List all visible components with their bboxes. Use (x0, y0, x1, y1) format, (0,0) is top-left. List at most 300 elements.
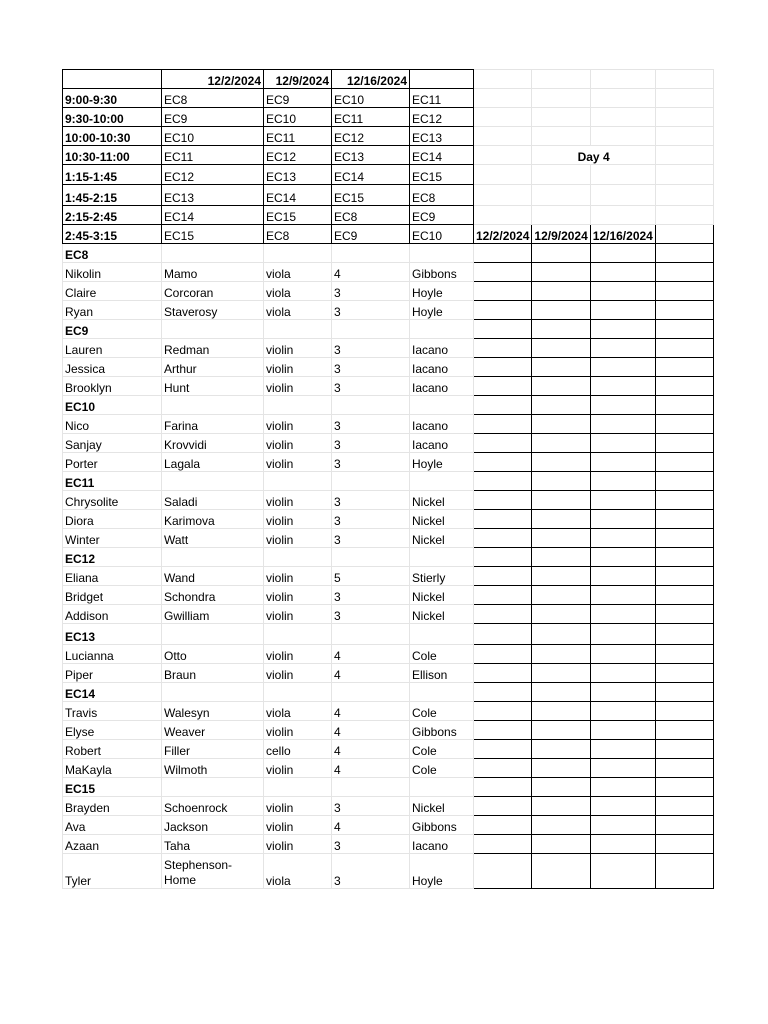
empty-cell[interactable] (474, 759, 532, 778)
student-last-name[interactable]: Weaver (162, 721, 264, 740)
empty-cell[interactable] (655, 453, 713, 472)
student-grade[interactable]: 3 (332, 797, 410, 816)
schedule-cell[interactable]: EC14 (264, 185, 332, 206)
student-grade[interactable]: 4 (332, 740, 410, 759)
empty-cell[interactable] (590, 127, 655, 146)
empty-cell[interactable] (474, 339, 532, 358)
group-name[interactable]: EC8 (63, 244, 162, 263)
empty-cell[interactable] (474, 548, 532, 567)
student-grade[interactable]: 4 (332, 702, 410, 721)
empty-cell[interactable] (532, 415, 590, 434)
student-teacher[interactable]: Ellison (410, 664, 474, 683)
student-instrument[interactable]: violin (264, 645, 332, 664)
empty-cell[interactable] (474, 206, 532, 225)
student-first-name[interactable]: Piper (63, 664, 162, 683)
empty-cell[interactable] (474, 472, 532, 491)
schedule-cell[interactable]: EC9 (264, 89, 332, 108)
student-instrument[interactable]: violin (264, 453, 332, 472)
student-first-name[interactable]: Lauren (63, 339, 162, 358)
student-first-name[interactable]: Bridget (63, 586, 162, 605)
schedule-cell[interactable]: EC10 (332, 89, 410, 108)
empty-cell[interactable] (655, 702, 713, 721)
student-teacher[interactable]: Gibbons (410, 816, 474, 835)
empty-cell[interactable] (590, 645, 655, 664)
empty-cell[interactable] (474, 778, 532, 797)
schedule-cell[interactable]: EC8 (410, 185, 474, 206)
student-teacher[interactable]: Iacano (410, 434, 474, 453)
empty-cell[interactable] (474, 396, 532, 415)
empty-cell[interactable] (532, 624, 590, 645)
student-last-name[interactable]: Schondra (162, 586, 264, 605)
student-instrument[interactable]: violin (264, 377, 332, 396)
empty-cell[interactable] (532, 282, 590, 301)
empty-cell[interactable] (474, 854, 532, 889)
time-slot[interactable]: 1:15-1:45 (63, 165, 162, 185)
empty-cell[interactable] (590, 108, 655, 127)
student-last-name[interactable]: Mamo (162, 263, 264, 282)
student-last-name[interactable]: Lagala (162, 453, 264, 472)
schedule-date-header[interactable] (410, 70, 474, 89)
empty-cell[interactable] (410, 778, 474, 797)
schedule-cell[interactable]: EC10 (410, 225, 474, 244)
attendance-date-header[interactable]: 12/9/2024 (532, 225, 590, 244)
empty-cell[interactable] (532, 605, 590, 624)
student-first-name[interactable]: Tyler (63, 854, 162, 889)
empty-cell[interactable] (590, 778, 655, 797)
empty-cell[interactable] (532, 244, 590, 263)
student-teacher[interactable]: Iacano (410, 358, 474, 377)
student-grade[interactable]: 3 (332, 835, 410, 854)
empty-cell[interactable] (332, 244, 410, 263)
student-first-name[interactable]: Travis (63, 702, 162, 721)
empty-cell[interactable] (590, 89, 655, 108)
empty-cell[interactable] (474, 740, 532, 759)
student-grade[interactable]: 5 (332, 567, 410, 586)
student-last-name[interactable]: Corcoran (162, 282, 264, 301)
student-teacher[interactable]: Nickel (410, 510, 474, 529)
group-name[interactable]: EC12 (63, 548, 162, 567)
student-last-name[interactable]: Filler (162, 740, 264, 759)
student-last-name[interactable]: Schoenrock (162, 797, 264, 816)
empty-cell[interactable] (655, 854, 713, 889)
student-first-name[interactable]: Claire (63, 282, 162, 301)
student-teacher[interactable]: Nickel (410, 605, 474, 624)
empty-cell[interactable] (655, 778, 713, 797)
empty-cell[interactable] (162, 244, 264, 263)
empty-cell[interactable] (655, 721, 713, 740)
empty-cell[interactable] (590, 702, 655, 721)
empty-cell[interactable] (474, 586, 532, 605)
student-instrument[interactable]: violin (264, 797, 332, 816)
empty-cell[interactable] (655, 472, 713, 491)
schedule-cell[interactable]: EC9 (162, 108, 264, 127)
group-name[interactable]: EC15 (63, 778, 162, 797)
empty-cell[interactable] (532, 320, 590, 339)
schedule-cell[interactable]: EC14 (332, 165, 410, 185)
empty-cell[interactable] (474, 301, 532, 320)
student-first-name[interactable]: Lucianna (63, 645, 162, 664)
student-last-name[interactable]: Walesyn (162, 702, 264, 721)
student-last-name[interactable]: Krovvidi (162, 434, 264, 453)
empty-cell[interactable] (590, 206, 655, 225)
schedule-cell[interactable]: EC8 (264, 225, 332, 244)
empty-cell[interactable] (410, 624, 474, 645)
empty-cell[interactable] (655, 185, 713, 206)
empty-cell[interactable] (532, 645, 590, 664)
student-teacher[interactable]: Hoyle (410, 282, 474, 301)
empty-cell[interactable] (264, 778, 332, 797)
empty-cell[interactable] (532, 816, 590, 835)
student-last-name[interactable]: Arthur (162, 358, 264, 377)
student-instrument[interactable]: violin (264, 339, 332, 358)
schedule-cell[interactable]: EC13 (264, 165, 332, 185)
empty-cell[interactable] (532, 301, 590, 320)
student-first-name[interactable]: Nico (63, 415, 162, 434)
empty-cell[interactable] (474, 415, 532, 434)
student-last-name[interactable]: Wilmoth (162, 759, 264, 778)
student-grade[interactable]: 3 (332, 301, 410, 320)
student-teacher[interactable]: Hoyle (410, 453, 474, 472)
group-name[interactable]: EC10 (63, 396, 162, 415)
empty-cell[interactable] (655, 89, 713, 108)
student-first-name[interactable]: Sanjay (63, 434, 162, 453)
empty-cell[interactable] (474, 244, 532, 263)
student-first-name[interactable]: MaKayla (63, 759, 162, 778)
empty-cell[interactable] (655, 586, 713, 605)
empty-cell[interactable] (532, 396, 590, 415)
empty-cell[interactable] (655, 491, 713, 510)
empty-cell[interactable] (590, 301, 655, 320)
student-last-name[interactable]: Otto (162, 645, 264, 664)
empty-cell[interactable] (655, 263, 713, 282)
empty-cell[interactable] (532, 854, 590, 889)
schedule-date-header[interactable]: 12/16/2024 (332, 70, 410, 89)
student-grade[interactable]: 3 (332, 453, 410, 472)
schedule-cell[interactable]: EC15 (264, 206, 332, 225)
empty-cell[interactable] (655, 510, 713, 529)
time-slot[interactable]: 1:45-2:15 (63, 185, 162, 206)
student-first-name[interactable]: Addison (63, 605, 162, 624)
group-name[interactable]: EC14 (63, 683, 162, 702)
empty-cell[interactable] (590, 721, 655, 740)
empty-cell[interactable] (264, 548, 332, 567)
student-first-name[interactable]: Robert (63, 740, 162, 759)
schedule-cell[interactable]: EC9 (332, 225, 410, 244)
empty-cell[interactable] (590, 854, 655, 889)
empty-cell[interactable] (474, 510, 532, 529)
empty-cell[interactable] (162, 778, 264, 797)
schedule-cell[interactable]: EC15 (162, 225, 264, 244)
student-teacher[interactable]: Iacano (410, 835, 474, 854)
empty-cell[interactable] (590, 548, 655, 567)
empty-cell[interactable] (532, 548, 590, 567)
student-last-name[interactable]: Staverosy (162, 301, 264, 320)
empty-cell[interactable] (532, 185, 590, 206)
empty-cell[interactable] (655, 683, 713, 702)
empty-cell[interactable] (590, 185, 655, 206)
student-instrument[interactable]: viola (264, 301, 332, 320)
empty-cell[interactable] (474, 146, 532, 165)
schedule-cell[interactable]: EC8 (162, 89, 264, 108)
empty-cell[interactable] (655, 759, 713, 778)
empty-cell[interactable] (532, 491, 590, 510)
empty-cell[interactable] (532, 740, 590, 759)
schedule-cell[interactable]: EC12 (410, 108, 474, 127)
empty-cell[interactable] (590, 510, 655, 529)
empty-cell[interactable] (655, 320, 713, 339)
student-teacher[interactable]: Cole (410, 759, 474, 778)
student-instrument[interactable]: violin (264, 358, 332, 377)
student-last-name[interactable]: Farina (162, 415, 264, 434)
student-teacher[interactable]: Iacano (410, 377, 474, 396)
attendance-date-header[interactable] (655, 225, 713, 244)
empty-cell[interactable] (590, 491, 655, 510)
student-teacher[interactable]: Cole (410, 702, 474, 721)
student-grade[interactable]: 4 (332, 816, 410, 835)
empty-cell[interactable] (532, 89, 590, 108)
empty-cell[interactable] (655, 797, 713, 816)
empty-cell[interactable] (532, 358, 590, 377)
student-first-name[interactable]: Winter (63, 529, 162, 548)
empty-cell[interactable] (532, 165, 590, 185)
empty-cell[interactable] (655, 70, 713, 89)
empty-cell[interactable] (332, 320, 410, 339)
schedule-cell[interactable]: EC12 (264, 146, 332, 165)
student-grade[interactable]: 3 (332, 377, 410, 396)
empty-cell[interactable] (162, 548, 264, 567)
empty-cell[interactable] (410, 683, 474, 702)
student-grade[interactable]: 4 (332, 645, 410, 664)
empty-cell[interactable] (162, 624, 264, 645)
empty-cell[interactable] (532, 835, 590, 854)
schedule-cell[interactable]: EC11 (410, 89, 474, 108)
empty-cell[interactable] (532, 683, 590, 702)
schedule-cell[interactable]: EC12 (332, 127, 410, 146)
group-name[interactable]: EC11 (63, 472, 162, 491)
student-grade[interactable]: 3 (332, 339, 410, 358)
empty-cell[interactable] (532, 586, 590, 605)
empty-cell[interactable] (532, 510, 590, 529)
empty-cell[interactable] (264, 472, 332, 491)
student-instrument[interactable]: violin (264, 586, 332, 605)
empty-cell[interactable] (474, 721, 532, 740)
empty-cell[interactable] (332, 548, 410, 567)
empty-cell[interactable] (474, 645, 532, 664)
student-grade[interactable]: 3 (332, 854, 410, 889)
student-grade[interactable]: 3 (332, 282, 410, 301)
empty-cell[interactable] (655, 529, 713, 548)
empty-cell[interactable] (474, 816, 532, 835)
empty-cell[interactable] (474, 624, 532, 645)
student-teacher[interactable]: Gibbons (410, 263, 474, 282)
empty-cell[interactable] (474, 835, 532, 854)
empty-cell[interactable] (474, 567, 532, 586)
student-instrument[interactable]: violin (264, 491, 332, 510)
student-instrument[interactable]: violin (264, 510, 332, 529)
empty-cell[interactable] (590, 683, 655, 702)
schedule-cell[interactable]: EC14 (410, 146, 474, 165)
student-grade[interactable]: 4 (332, 263, 410, 282)
student-grade[interactable]: 3 (332, 510, 410, 529)
student-first-name[interactable]: Brooklyn (63, 377, 162, 396)
student-first-name[interactable]: Jessica (63, 358, 162, 377)
schedule-cell[interactable]: EC9 (410, 206, 474, 225)
empty-cell[interactable] (590, 759, 655, 778)
schedule-cell[interactable]: EC8 (332, 206, 410, 225)
student-teacher[interactable]: Stierly (410, 567, 474, 586)
schedule-cell[interactable]: EC13 (162, 185, 264, 206)
student-last-name[interactable]: Watt (162, 529, 264, 548)
empty-cell[interactable] (590, 377, 655, 396)
empty-cell[interactable] (264, 396, 332, 415)
schedule-date-header[interactable]: 12/9/2024 (264, 70, 332, 89)
student-last-name[interactable]: Saladi (162, 491, 264, 510)
schedule-cell[interactable]: EC15 (410, 165, 474, 185)
empty-cell[interactable] (532, 759, 590, 778)
student-first-name[interactable]: Nikolin (63, 263, 162, 282)
empty-cell[interactable] (590, 453, 655, 472)
empty-cell[interactable] (590, 282, 655, 301)
empty-cell[interactable] (474, 491, 532, 510)
empty-cell[interactable] (162, 683, 264, 702)
empty-cell[interactable] (474, 377, 532, 396)
schedule-date-header[interactable] (63, 70, 162, 89)
empty-cell[interactable] (590, 415, 655, 434)
schedule-cell[interactable]: EC11 (332, 108, 410, 127)
student-grade[interactable]: 3 (332, 529, 410, 548)
empty-cell[interactable] (655, 127, 713, 146)
empty-cell[interactable] (474, 89, 532, 108)
empty-cell[interactable] (655, 244, 713, 263)
empty-cell[interactable] (590, 624, 655, 645)
student-first-name[interactable]: Chrysolite (63, 491, 162, 510)
empty-cell[interactable] (655, 396, 713, 415)
empty-cell[interactable] (474, 282, 532, 301)
attendance-date-header[interactable]: 12/2/2024 (474, 225, 532, 244)
empty-cell[interactable] (474, 605, 532, 624)
student-teacher[interactable]: Cole (410, 740, 474, 759)
empty-cell[interactable] (590, 358, 655, 377)
empty-cell[interactable] (162, 320, 264, 339)
empty-cell[interactable] (532, 377, 590, 396)
empty-cell[interactable] (474, 185, 532, 206)
empty-cell[interactable] (655, 282, 713, 301)
empty-cell[interactable] (474, 127, 532, 146)
empty-cell[interactable] (474, 434, 532, 453)
empty-cell[interactable] (532, 127, 590, 146)
empty-cell[interactable] (655, 624, 713, 645)
empty-cell[interactable] (590, 396, 655, 415)
empty-cell[interactable] (655, 548, 713, 567)
empty-cell[interactable] (590, 567, 655, 586)
empty-cell[interactable] (332, 683, 410, 702)
empty-cell[interactable] (532, 206, 590, 225)
empty-cell[interactable] (410, 320, 474, 339)
student-grade[interactable]: 4 (332, 721, 410, 740)
empty-cell[interactable] (532, 778, 590, 797)
empty-cell[interactable] (332, 624, 410, 645)
empty-cell[interactable] (655, 740, 713, 759)
schedule-cell[interactable]: EC11 (264, 127, 332, 146)
attendance-date-header[interactable]: 12/16/2024 (590, 225, 655, 244)
student-last-name[interactable]: Gwilliam (162, 605, 264, 624)
empty-cell[interactable] (590, 586, 655, 605)
empty-cell[interactable] (590, 320, 655, 339)
empty-cell[interactable] (655, 377, 713, 396)
empty-cell[interactable] (590, 529, 655, 548)
empty-cell[interactable] (655, 206, 713, 225)
empty-cell[interactable] (590, 740, 655, 759)
student-last-name[interactable]: Hunt (162, 377, 264, 396)
empty-cell[interactable] (474, 165, 532, 185)
empty-cell[interactable] (590, 664, 655, 683)
empty-cell[interactable] (532, 721, 590, 740)
empty-cell[interactable] (655, 339, 713, 358)
student-instrument[interactable]: violin (264, 434, 332, 453)
student-instrument[interactable]: violin (264, 415, 332, 434)
empty-cell[interactable] (655, 165, 713, 185)
empty-cell[interactable] (590, 263, 655, 282)
empty-cell[interactable] (590, 797, 655, 816)
student-teacher[interactable]: Iacano (410, 415, 474, 434)
empty-cell[interactable] (264, 624, 332, 645)
empty-cell[interactable] (162, 472, 264, 491)
empty-cell[interactable] (655, 605, 713, 624)
student-instrument[interactable]: violin (264, 664, 332, 683)
student-first-name[interactable]: Porter (63, 453, 162, 472)
empty-cell[interactable] (590, 339, 655, 358)
empty-cell[interactable] (590, 244, 655, 263)
schedule-cell[interactable]: EC12 (162, 165, 264, 185)
schedule-cell[interactable]: EC13 (332, 146, 410, 165)
empty-cell[interactable] (532, 263, 590, 282)
student-teacher[interactable]: Nickel (410, 529, 474, 548)
student-first-name[interactable]: Eliana (63, 567, 162, 586)
empty-cell[interactable] (474, 683, 532, 702)
student-instrument[interactable]: violin (264, 529, 332, 548)
student-instrument[interactable]: violin (264, 605, 332, 624)
empty-cell[interactable] (655, 301, 713, 320)
student-grade[interactable]: 3 (332, 358, 410, 377)
empty-cell[interactable] (264, 244, 332, 263)
student-instrument[interactable]: violin (264, 721, 332, 740)
student-grade[interactable]: 4 (332, 759, 410, 778)
empty-cell[interactable] (474, 453, 532, 472)
student-instrument[interactable]: violin (264, 759, 332, 778)
empty-cell[interactable] (532, 664, 590, 683)
empty-cell[interactable] (655, 835, 713, 854)
student-first-name[interactable]: Ava (63, 816, 162, 835)
time-slot[interactable]: 2:45-3:15 (63, 225, 162, 244)
student-grade[interactable]: 3 (332, 415, 410, 434)
student-teacher[interactable]: Iacano (410, 339, 474, 358)
empty-cell[interactable] (532, 797, 590, 816)
empty-cell[interactable] (590, 605, 655, 624)
empty-cell[interactable] (474, 320, 532, 339)
empty-cell[interactable] (532, 702, 590, 721)
empty-cell[interactable] (474, 664, 532, 683)
empty-cell[interactable] (655, 645, 713, 664)
student-last-name[interactable]: Stephenson-Home (162, 854, 264, 889)
empty-cell[interactable] (474, 358, 532, 377)
empty-cell[interactable] (532, 70, 590, 89)
student-first-name[interactable]: Ryan (63, 301, 162, 320)
empty-cell[interactable] (532, 434, 590, 453)
student-first-name[interactable]: Brayden (63, 797, 162, 816)
empty-cell[interactable] (474, 797, 532, 816)
schedule-cell[interactable]: EC11 (162, 146, 264, 165)
student-last-name[interactable]: Wand (162, 567, 264, 586)
